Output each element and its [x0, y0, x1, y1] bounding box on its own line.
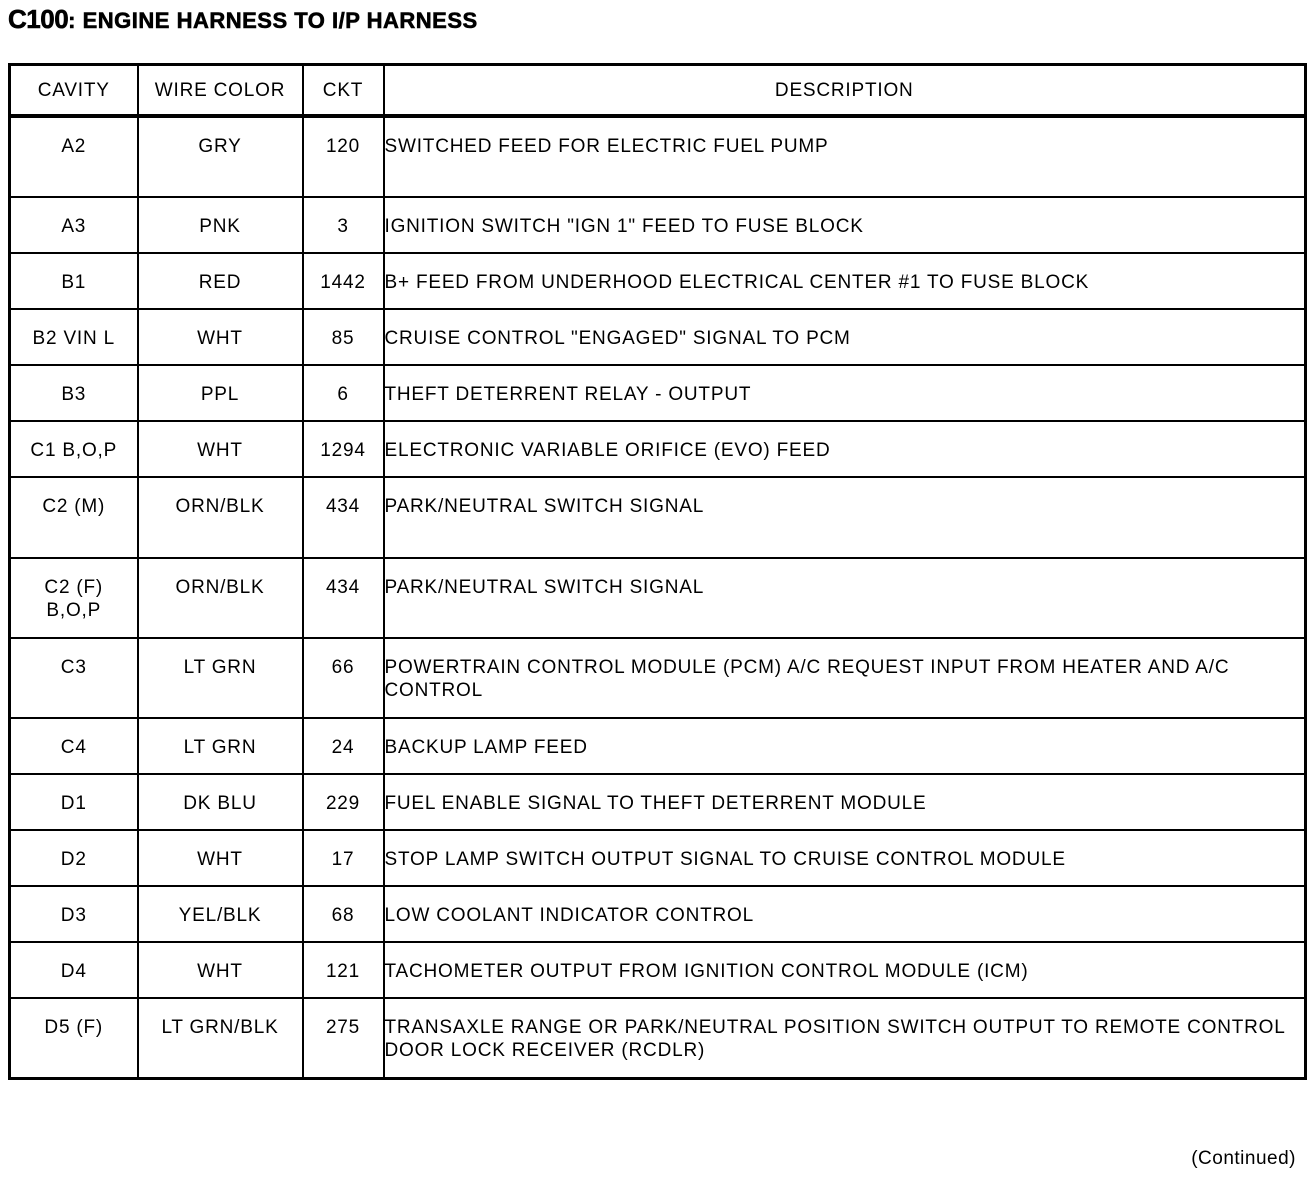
description-cell: TRANSAXLE RANGE OR PARK/NEUTRAL POSITION SWITCH OUTPUT TO REMOTE CONTROL DOOR LOCK RECEIVER (RCDLR) [384, 998, 1306, 1078]
table-row [10, 197, 1306, 253]
circuit-cell: 434 [303, 558, 384, 638]
table-row [10, 942, 1306, 998]
description-cell: THEFT DETERRENT RELAY - OUTPUT [384, 365, 1306, 421]
title-separator: : [68, 8, 76, 33]
circuit-cell: 17 [303, 830, 384, 886]
circuit-cell: 3 [303, 197, 384, 253]
cavity-cell: B3 [10, 365, 138, 421]
description-cell: LOW COOLANT INDICATOR CONTROL [384, 886, 1306, 942]
cavity-cell: B2 VIN L [10, 309, 138, 365]
continued-note: (Continued) [1191, 1148, 1296, 1169]
table-row [10, 421, 1306, 477]
circuit-cell: 120 [303, 116, 384, 197]
column-header-wire-color: WIRE COLOR [138, 65, 303, 117]
description-cell: STOP LAMP SWITCH OUTPUT SIGNAL TO CRUISE CONTROL MODULE [384, 830, 1306, 886]
cavity-cell: D5 (F) [10, 998, 138, 1078]
cavity-cell: D2 [10, 830, 138, 886]
wire-color-cell: ORN/BLK [138, 558, 303, 638]
circuit-cell: 66 [303, 638, 384, 718]
cavity-cell: A2 [10, 116, 138, 197]
table-row [10, 638, 1306, 718]
circuit-cell: 68 [303, 886, 384, 942]
cavity-cell: C2 (M) [10, 477, 138, 558]
cavity-cell: A3 [10, 197, 138, 253]
table-row [10, 365, 1306, 421]
description-cell: PARK/NEUTRAL SWITCH SIGNAL [384, 558, 1306, 638]
table-row [10, 886, 1306, 942]
cavity-cell: C1 B,O,P [10, 421, 138, 477]
wire-color-cell: GRY [138, 116, 303, 197]
column-header-cavity: CAVITY [10, 65, 138, 117]
cavity-cell: B1 [10, 253, 138, 309]
table-row [10, 830, 1306, 886]
connector-id: C100 [8, 4, 69, 34]
wire-color-cell: PPL [138, 365, 303, 421]
circuit-cell: 6 [303, 365, 384, 421]
cavity-cell: D1 [10, 774, 138, 830]
wire-color-cell: YEL/BLK [138, 886, 303, 942]
title-text: ENGINE HARNESS TO I/P HARNESS [82, 8, 478, 33]
page-title [8, 4, 478, 35]
cavity-cell: D3 [10, 886, 138, 942]
table-row [10, 253, 1306, 309]
cavity-cell: C2 (F) B,O,P [10, 558, 138, 638]
table-row [10, 309, 1306, 365]
circuit-cell: 275 [303, 998, 384, 1078]
description-cell: POWERTRAIN CONTROL MODULE (PCM) A/C REQUEST INPUT FROM HEATER AND A/C CONTROL [384, 638, 1306, 718]
wire-color-cell: LT GRN/BLK [138, 998, 303, 1078]
circuit-cell: 229 [303, 774, 384, 830]
circuit-cell: 1442 [303, 253, 384, 309]
column-header-description: DESCRIPTION [384, 65, 1306, 117]
wire-color-cell: PNK [138, 197, 303, 253]
cavity-cell: D4 [10, 942, 138, 998]
description-cell: ELECTRONIC VARIABLE ORIFICE (EVO) FEED [384, 421, 1306, 477]
table-row [10, 998, 1306, 1078]
circuit-cell: 1294 [303, 421, 384, 477]
circuit-cell: 85 [303, 309, 384, 365]
table-body [10, 116, 1306, 1078]
wire-color-cell: LT GRN [138, 718, 303, 774]
description-cell: SWITCHED FEED FOR ELECTRIC FUEL PUMP [384, 116, 1306, 197]
description-cell: PARK/NEUTRAL SWITCH SIGNAL [384, 477, 1306, 558]
table-row [10, 774, 1306, 830]
table-row [10, 477, 1306, 558]
cavity-cell: C4 [10, 718, 138, 774]
description-cell: B+ FEED FROM UNDERHOOD ELECTRICAL CENTER #1 TO FUSE BLOCK [384, 253, 1306, 309]
wire-color-cell: WHT [138, 421, 303, 477]
cavity-cell: C3 [10, 638, 138, 718]
table-row [10, 558, 1306, 638]
wire-color-cell: ORN/BLK [138, 477, 303, 558]
description-cell: BACKUP LAMP FEED [384, 718, 1306, 774]
circuit-cell: 24 [303, 718, 384, 774]
table-row [10, 116, 1306, 197]
description-cell: IGNITION SWITCH "IGN 1" FEED TO FUSE BLOCK [384, 197, 1306, 253]
description-cell: TACHOMETER OUTPUT FROM IGNITION CONTROL MODULE (ICM) [384, 942, 1306, 998]
circuit-cell: 434 [303, 477, 384, 558]
wire-color-cell: WHT [138, 309, 303, 365]
wire-color-cell: LT GRN [138, 638, 303, 718]
column-header-ckt: CKT [303, 65, 384, 117]
table-row [10, 718, 1306, 774]
wire-color-cell: RED [138, 253, 303, 309]
description-cell: CRUISE CONTROL "ENGAGED" SIGNAL TO PCM [384, 309, 1306, 365]
circuit-cell: 121 [303, 942, 384, 998]
description-cell: FUEL ENABLE SIGNAL TO THEFT DETERRENT MODULE [384, 774, 1306, 830]
wire-color-cell: WHT [138, 942, 303, 998]
wire-color-cell: WHT [138, 830, 303, 886]
wire-color-cell: DK BLU [138, 774, 303, 830]
table-header-row [10, 65, 1306, 117]
connector-table [8, 63, 1307, 1080]
